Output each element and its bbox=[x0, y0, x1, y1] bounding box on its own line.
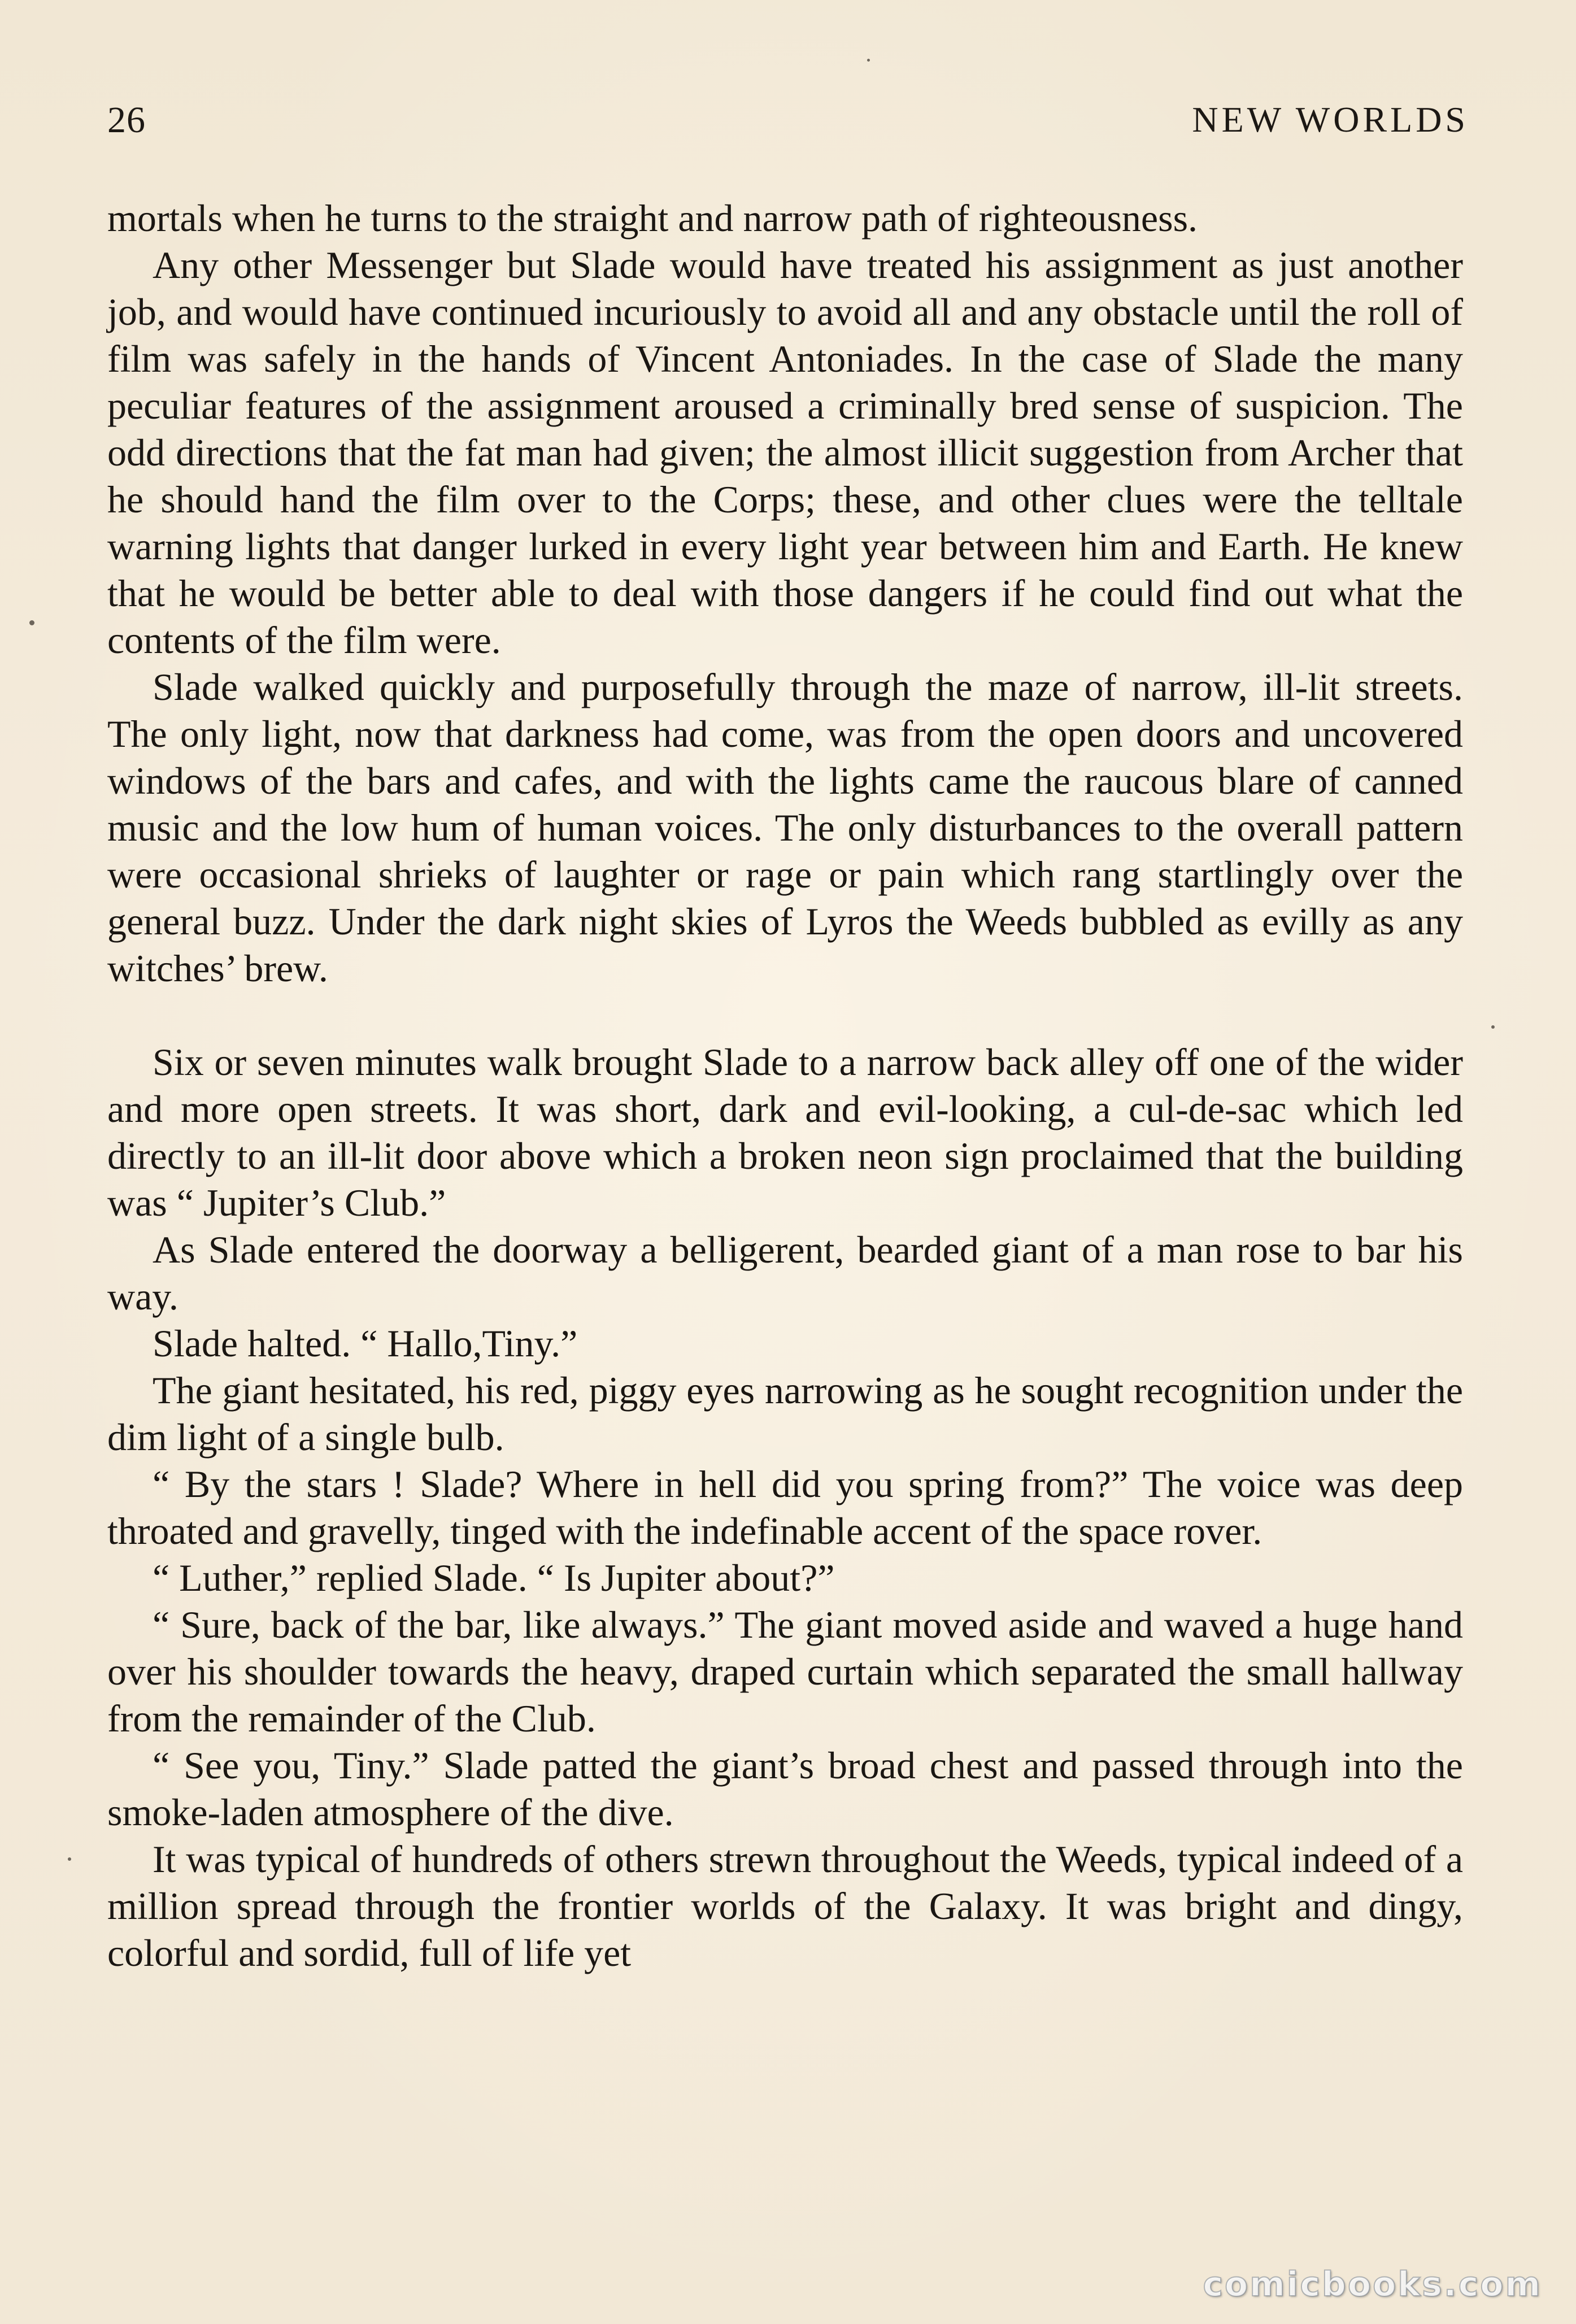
paragraph-luther: “ Luther,” replied Slade. “ Is Jupiter about?” bbox=[153, 1556, 835, 1599]
paper-speck bbox=[68, 1857, 71, 1861]
paper-speck bbox=[867, 59, 870, 62]
paragraph-streets: Slade walked quickly and purposefully through the maze of narrow, ill-lit streets. The only light, now that darkness had come, was from the open doors and uncovered windows of the bars and cafes, and with the lights came the raucous blare of canned music and the low hum of human voices. The only disturbances to the overall pattern were occasional shrieks of laughter or rage or pain which rang startlingly over the general buzz. Under the dark night skies of Lyros the Weeds bubbled as evilly as any witches’ brew. bbox=[107, 665, 1463, 990]
paragraph-alley: Six or seven minutes walk brought Slade to a narrow back alley off one of the wider and more open streets. It was short, dark and evil-looking, a cul-de-sac which led directly to an ill-lit door above which a broken neon sign proclaimed that the building was “ Jupiter’s Club.” bbox=[107, 1041, 1463, 1224]
paragraph-see-you: “ See you, Tiny.” Slade patted the giant’s broad chest and passed through into the smoke-laden atmosphere of the dive. bbox=[107, 1744, 1463, 1834]
paper-speck bbox=[29, 620, 34, 625]
section-break bbox=[107, 992, 1463, 1039]
paragraph-sure: “ Sure, back of the bar, like always.” The giant moved aside and waved a huge hand over his shoulder towards the heavy, draped curtain which separated the small hallway from the remainder of the Club. bbox=[107, 1603, 1463, 1740]
watermark: comicbooks.com bbox=[1203, 2265, 1542, 2304]
paper-speck bbox=[1491, 1025, 1495, 1029]
paragraph-hesitated: The giant hesitated, his red, piggy eyes narrowing as he sought recognition under the dim light of a single bulb. bbox=[107, 1369, 1463, 1459]
page-number: 26 bbox=[107, 99, 146, 141]
paragraph-by-the-stars: “ By the stars ! Slade? Where in hell did you spring from?” The voice was deep throated and gravelly, tinged with the indefinable accent of the space rover. bbox=[107, 1463, 1463, 1552]
paragraph-halted: Slade halted. “ Hallo,Tiny.” bbox=[153, 1322, 578, 1365]
paragraph-giant: As Slade entered the doorway a belligerent, bearded giant of a man rose to bar his way. bbox=[107, 1228, 1463, 1318]
running-title: NEW WORLDS bbox=[1192, 99, 1469, 140]
paragraph-continuation: mortals when he turns to the straight and narrow path of righteousness. bbox=[107, 197, 1198, 240]
body-text bbox=[107, 195, 1463, 1977]
paragraph-typical: It was typical of hundreds of others strewn throughout the Weeds, typical indeed of a million spread through the frontier worlds of the Galaxy. It was bright and dingy, colorful and sordid, full of life yet bbox=[107, 1838, 1463, 1974]
paragraph-messenger: Any other Messenger but Slade would have treated his assignment as just another job, and would have continued incuriously to avoid all and any obstacle until the roll of film was safely in the hands of Vincent Antoniades. In the case of Slade the many peculiar features of the assignment aroused a criminally bred sense of suspicion. The odd directions that the fat man had given; the almost illicit suggestion from Archer that he should hand the film over to the Corps; these, and other clues were the telltale warning lights that danger lurked in every light year between him and Earth. He knew that he would be better able to deal with those dangers if he could find out what the contents of the film were. bbox=[107, 243, 1463, 661]
running-head bbox=[107, 99, 1469, 150]
